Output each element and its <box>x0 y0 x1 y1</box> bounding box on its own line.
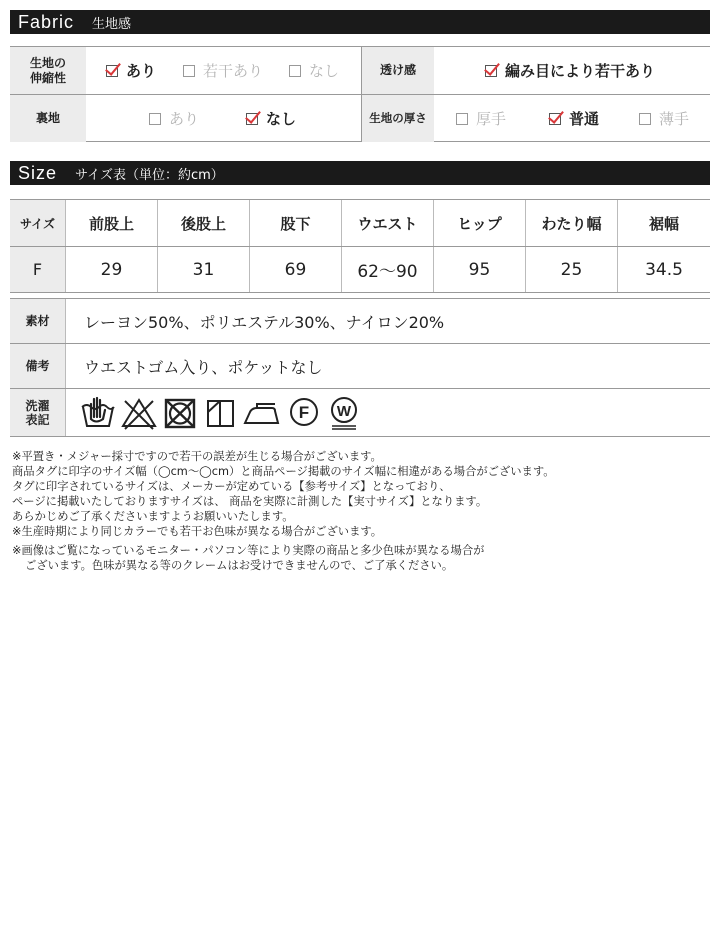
material-value: レーヨン50%、ポリエステル30%、ナイロン20% <box>84 312 445 332</box>
fabric-title-jp: 生地感 <box>92 16 132 32</box>
table-cell: 69 <box>250 247 342 292</box>
checkbox-icon <box>639 113 651 125</box>
thickness-option-thick: 厚手 <box>456 95 506 142</box>
lining-option-no: なし <box>246 95 296 142</box>
note-line: ※生産時期により同じカラーでも若干お色味が異なる場合がございます。 <box>12 525 383 538</box>
checkbox-checked-icon <box>246 113 258 125</box>
note-line: 商品タグに印字のサイズ幅（◯cm〜◯cm）と商品ページ掲載のサイズ幅に相違がある場合がございます。 <box>12 465 555 478</box>
remarks-label: 備考 <box>10 344 66 388</box>
header-cell: ヒップ <box>434 200 526 246</box>
sheer-label: 透け感 <box>362 47 434 94</box>
checkbox-icon <box>289 65 301 77</box>
header-cell: わたり幅 <box>526 200 618 246</box>
iron-low-icon <box>242 395 282 431</box>
material-row <box>10 298 710 344</box>
table-cell: 29 <box>66 247 158 292</box>
note-line: ※平置き・メジャー採寸ですので若干の誤差が生じる場合がございます。 <box>12 450 382 463</box>
fabric-table <box>10 46 710 142</box>
table-cell: 31 <box>158 247 250 292</box>
thickness-option-normal: 普通 <box>549 95 599 142</box>
size-table-header <box>10 199 710 247</box>
remarks-value: ウエストゴム入り、ポケットなし <box>84 357 323 377</box>
size-title-en: Size <box>18 162 58 183</box>
size-section-header <box>10 161 710 185</box>
checkbox-checked-icon <box>106 65 118 77</box>
thickness-label: 生地の厚さ <box>362 95 434 142</box>
notes <box>12 449 712 573</box>
hand-wash-icon <box>80 395 116 431</box>
table-cell: F <box>10 247 66 292</box>
care-row <box>10 389 710 437</box>
no-tumble-dry-icon <box>162 395 198 431</box>
checkbox-icon <box>456 113 468 125</box>
fabric-row-2 <box>10 95 710 142</box>
fabric-section-header <box>10 10 710 34</box>
table-row <box>10 247 710 293</box>
note-line: あらかじめご了承くださいますようお願いいたします。 <box>12 510 294 523</box>
stretch-option-no: なし <box>289 47 339 94</box>
care-label: 洗濯 表記 <box>10 389 66 436</box>
header-cell: 股下 <box>250 200 342 246</box>
lining-option-yes: あり <box>149 95 199 142</box>
stretch-option-yes: あり <box>106 47 156 94</box>
table-cell: 95 <box>434 247 526 292</box>
material-label: 素材 <box>10 299 66 343</box>
header-cell: 後股上 <box>158 200 250 246</box>
note-line: ※画像はご覧になっているモニター・パソコン等により実際の商品と多少色味が異なる場合が <box>12 544 485 557</box>
remarks-row <box>10 344 710 389</box>
stretch-label: 生地の 伸縮性 <box>10 47 86 94</box>
dry-clean-f-icon <box>286 395 322 431</box>
table-cell: 62〜90 <box>342 247 434 292</box>
sheer-value: 編み目により若干あり <box>485 47 655 94</box>
size-title-jp: サイズ表（単位：約cm） <box>75 167 224 183</box>
checkbox-icon <box>149 113 161 125</box>
note-line: タグに印字されているサイズは、メーカーが定めている【参考サイズ】となっており、 <box>12 480 451 493</box>
header-cell: サイズ <box>10 200 66 246</box>
line-dry-shade-icon <box>202 395 238 431</box>
table-cell: 25 <box>526 247 618 292</box>
note-line: ページに掲載いたしておりますサイズは、 商品を実際に計測した【実寸サイズ】となります。 <box>12 495 488 508</box>
wet-clean-w-icon <box>326 395 362 431</box>
no-bleach-icon <box>120 395 158 431</box>
thickness-option-thin: 薄手 <box>639 95 689 142</box>
header-cell: 前股上 <box>66 200 158 246</box>
checkbox-checked-icon <box>485 65 497 77</box>
checkbox-icon <box>183 65 195 77</box>
svg-text:W: W <box>336 402 352 420</box>
header-cell: ウエスト <box>342 200 434 246</box>
lining-label: 裏地 <box>10 95 86 142</box>
table-cell: 34.5 <box>645 259 683 280</box>
header-cell: 裾幅 <box>648 214 679 233</box>
fabric-row-1 <box>10 47 710 95</box>
stretch-option-slight: 若干あり <box>183 47 263 94</box>
svg-text:F: F <box>298 402 310 422</box>
note-line: ございます。色味が異なる等のクレームはお受けできませんので、ご了承ください。 <box>25 559 454 572</box>
fabric-title-en: Fabric <box>18 11 75 32</box>
checkbox-checked-icon <box>549 113 561 125</box>
care-icons <box>66 389 366 436</box>
